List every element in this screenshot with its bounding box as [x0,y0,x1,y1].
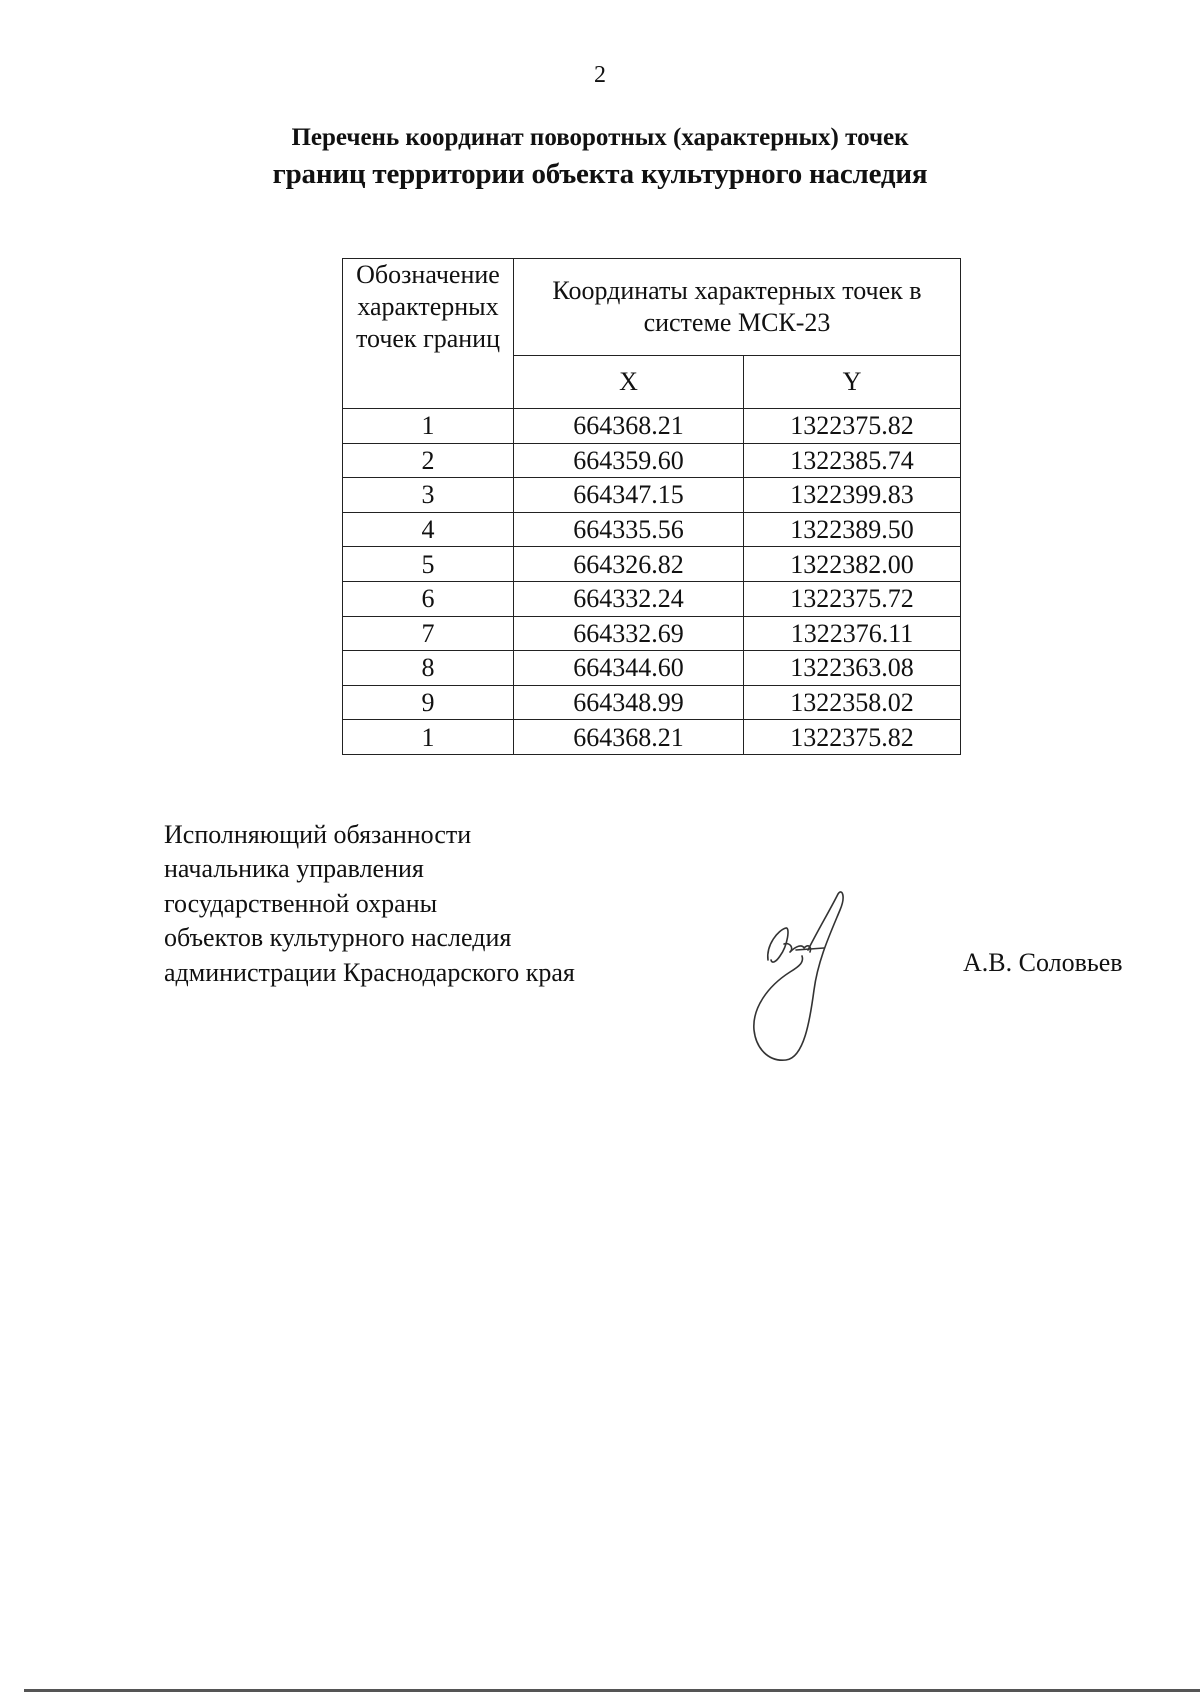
signatory-line: Исполняющий обязанности [164,820,472,849]
table-row [343,685,961,720]
table-row [343,651,961,686]
table-row [343,512,961,547]
y-cell: 1322389.50 [744,512,961,547]
point-cell: 9 [343,685,514,720]
point-cell: 1 [343,409,514,444]
document-title-line-2: границ территории объекта культурного наследия [272,158,928,190]
signatory-line: государственной охраны [164,888,438,918]
y-cell: 1322376.11 [744,616,961,651]
table-row [343,478,961,513]
y-cell: 1322375.82 [744,409,961,444]
y-cell: 1322385.74 [744,443,961,478]
y-cell: 1322375.72 [744,581,961,616]
header-y: Y [744,356,961,409]
header-point-designation: Обозначение характерных точек границ [343,259,514,409]
point-cell: 8 [343,651,514,686]
point-cell: 7 [343,616,514,651]
table-row [343,547,961,582]
handwritten-signature [738,890,868,1070]
x-cell: 664332.24 [514,581,744,616]
y-cell: 1322375.82 [744,720,961,755]
page-number: 2 [594,62,606,88]
document-title-line-1: Перечень координат поворотных (характерных) точек [291,124,909,151]
coordinates-table [342,258,961,755]
coordinates-table-body [343,409,961,755]
point-cell: 4 [343,512,514,547]
table-row [343,720,961,755]
x-cell: 664335.56 [514,512,744,547]
signatory-line: начальника управления [164,854,424,884]
table-row [343,409,961,444]
signer-name: А.В. Соловьев [963,948,1123,977]
header-coordinates: Координаты характерных точек в системе МСК-23 [514,259,961,356]
x-cell: 664368.21 [514,409,744,444]
point-cell: 1 [343,720,514,755]
point-cell: 5 [343,547,514,582]
table-row [343,581,961,616]
x-cell: 664368.21 [514,720,744,755]
point-cell: 3 [343,478,514,513]
signatory-line: администрации Краснодарского края [164,957,575,987]
header-x: X [514,356,744,409]
signatory-line: объектов культурного наследия [164,923,512,953]
y-cell: 1322382.00 [744,547,961,582]
y-cell: 1322363.08 [744,651,961,686]
table-row [343,616,961,651]
x-cell: 664332.69 [514,616,744,651]
x-cell: 664344.60 [514,651,744,686]
y-cell: 1322358.02 [744,685,961,720]
point-cell: 6 [343,581,514,616]
signatory-position [164,818,575,990]
x-cell: 664347.15 [514,478,744,513]
point-cell: 2 [343,443,514,478]
y-cell: 1322399.83 [744,478,961,513]
x-cell: 664326.82 [514,547,744,582]
table-row [343,443,961,478]
bottom-rule [24,1689,1200,1692]
x-cell: 664359.60 [514,443,744,478]
x-cell: 664348.99 [514,685,744,720]
